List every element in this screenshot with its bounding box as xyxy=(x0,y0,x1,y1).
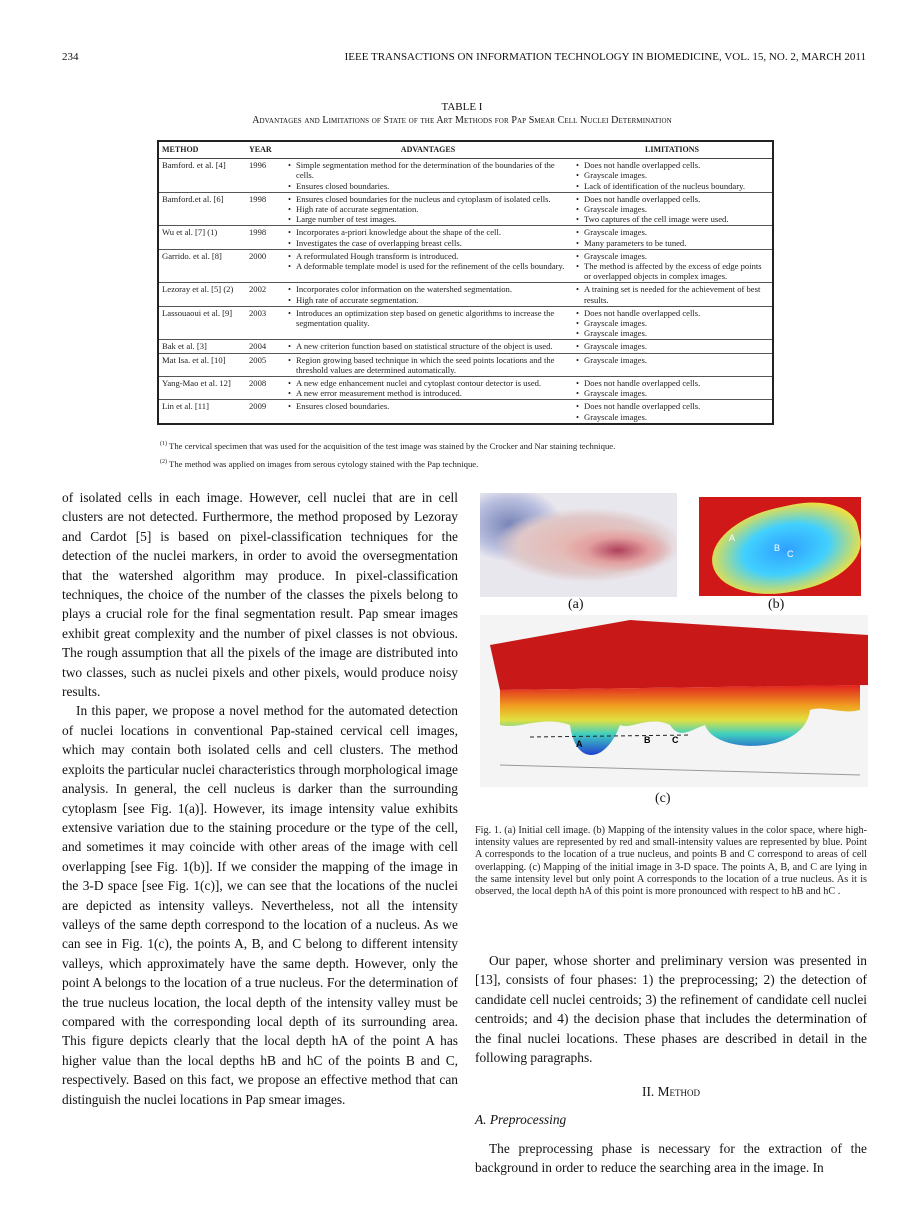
table-row xyxy=(158,283,773,306)
method-cell: Yang-Mao et al. 12] xyxy=(158,377,246,400)
column-header-limitations: LIMITATIONS xyxy=(572,141,773,159)
right-column-section-text xyxy=(475,1139,867,1178)
figure-1c-3d-surface xyxy=(480,615,868,787)
limitation-item: • Two captures of the cell image were used. xyxy=(575,214,769,224)
limitation-item: • Grayscale images. xyxy=(575,328,769,338)
section-heading: II. Method xyxy=(641,1084,700,1099)
column-header-year: YEAR xyxy=(246,141,284,159)
footnote-text: The cervical specimen that was used for the acquisition of the test image was stained by the Crocker and Nar staining technique. xyxy=(169,441,616,451)
running-head: IEEE TRANSACTIONS ON INFORMATION TECHNOLOGY IN BIOMEDICINE, VOL. 15, NO. 2, MARCH 2011 xyxy=(344,51,866,63)
advantages-cell xyxy=(284,377,572,400)
limitation-item: • Does not handle overlapped cells. xyxy=(575,308,769,318)
footnote-text: The method was applied on images from serous cytology stained with the Pap technique. xyxy=(169,459,479,469)
advantage-item: • Incorporates color information on the watershed segmentation. xyxy=(287,284,569,294)
table-header-row xyxy=(158,141,773,159)
advantage-item: • Ensures closed boundaries for the nucleus and cytoplasm of isolated cells. xyxy=(287,194,569,204)
limitation-item: • Many parameters to be tuned. xyxy=(575,238,769,248)
year-cell: 1998 xyxy=(246,192,284,226)
year-cell: 2008 xyxy=(246,377,284,400)
limitation-item: • Grayscale images. xyxy=(575,227,769,237)
column-header-advantages: ADVANTAGES xyxy=(284,141,572,159)
advantages-cell xyxy=(284,283,572,306)
method-cell: Mat Isa. et al. [10] xyxy=(158,353,246,376)
table-row xyxy=(158,249,773,283)
table-footnote-2 xyxy=(160,459,478,469)
figure-label-c: (c) xyxy=(655,791,671,806)
limitations-cell xyxy=(572,400,773,424)
table-label: TABLE I xyxy=(441,101,483,113)
figure-1b-intensity-map xyxy=(699,497,861,596)
figure-label-b: (b) xyxy=(768,597,785,612)
advantage-item: • Ensures closed boundaries. xyxy=(287,181,569,191)
footnote-mark: (1) xyxy=(160,441,167,448)
paragraph: of isolated cells in each image. However, cell nuclei that are in cell clusters are not detected. Furthermore, the method proposed by Lezoray and Cardot [5] is based on pixel-classification techniques for the detection of the nuclei markers, in order to avoid the oversegmentation that the watershed algorithm may produce. In pixel-classification techniques, the choice of the number of the classes the pixels belong to plays a crucial role for the final segmentation result. Pap smear images exhibit great complexity and the number of pixel classes is not obvious. The rough assumption that all the pixels of the image are distributed into two classes, such as nuclei pixels and other pixels, would produce noisy results. xyxy=(62,490,458,700)
point-c-label: C xyxy=(787,549,794,559)
limitations-cell xyxy=(572,306,773,340)
limitation-item: • Does not handle overlapped cells. xyxy=(575,160,769,170)
figure-1a-cell-image xyxy=(480,493,677,597)
figure-label-a: (a) xyxy=(568,597,584,612)
limitation-item: • Grayscale images. xyxy=(575,355,769,365)
advantages-cell xyxy=(284,249,572,283)
year-cell: 2005 xyxy=(246,353,284,376)
table-row xyxy=(158,159,773,193)
limitation-item: • Does not handle overlapped cells. xyxy=(575,194,769,204)
method-cell: Lin et al. [11] xyxy=(158,400,246,424)
limitations-cell xyxy=(572,192,773,226)
advantage-item: • Introduces an optimization step based on genetic algorithms to increase the segmentation quality. xyxy=(287,308,569,328)
limitation-item: • Lack of identification of the nucleus boundary. xyxy=(575,181,769,191)
year-cell: 2002 xyxy=(246,283,284,306)
point-b-label: B xyxy=(644,735,651,745)
method-cell: Wu et al. [7] (1) xyxy=(158,226,246,249)
limitation-item: • Does not handle overlapped cells. xyxy=(575,401,769,411)
point-c-label: C xyxy=(672,735,679,745)
advantage-item: • A deformable template model is used for the refinement of the cells boundary. xyxy=(287,261,569,271)
limitations-cell xyxy=(572,283,773,306)
advantage-item: • A new error measurement method is introduced. xyxy=(287,388,569,398)
advantage-item: • Large number of test images. xyxy=(287,214,569,224)
advantages-cell xyxy=(284,192,572,226)
limitations-cell xyxy=(572,159,773,193)
paragraph: In this paper, we propose a novel method for the automated detection of nuclei locations in conventional Pap-stained cervical cell images, which may contain both isolated cells and cell clusters. The method exploits the particular nuclei characteristics through morphological image analysis. In general, the cell nucleus is darker than the surrounding cytoplasm [see Fig. 1(a)]. However, its image intensity value exhibits extensive variation due to the staining procedure or the type of the cell, and sometimes it may coincide with other areas of the image with cell overlapping [see Fig. 1(b)]. If we consider the mapping of the image in the 3-D space [see Fig. 1(c)], we can see that the locations of the nuclei are depicted as intensity valleys. Nevertheless, not all the intensity valleys of the same depth correspond to the location of a nucleus. As we can see in Fig. 1(c), the points A, B, and C belong to different intensity valleys, which approximately have the same depth. However, only the point A belongs to the location of a true nucleus. For the determination of the true nucleus location, the local depth of the intensity valley must be compared with the corresponding local depth of its surrounding area. This figure depicts clearly that the local depth hA of the point A has higher value than the local depths hB and hC of the points B and C, respectively. Based on this fact, we propose an effective method that can distinguish the nuclei locations in Pap smear images. xyxy=(62,703,458,1107)
method-cell: Lassouaoui et al. [9] xyxy=(158,306,246,340)
paragraph: The preprocessing phase is necessary for the extraction of the background in order to reduce the searching area in the image. In xyxy=(475,1141,867,1176)
left-column xyxy=(62,488,458,1109)
advantage-item: • High rate of accurate segmentation. xyxy=(287,295,569,305)
limitation-item: • Grayscale images. xyxy=(575,251,769,261)
limitations-cell xyxy=(572,353,773,376)
right-column xyxy=(475,951,867,1067)
comparison-table xyxy=(157,140,774,425)
year-cell: 2003 xyxy=(246,306,284,340)
advantages-cell xyxy=(284,353,572,376)
table-row xyxy=(158,192,773,226)
point-a-label: A xyxy=(729,533,736,543)
point-b-label: B xyxy=(774,543,781,553)
table-row xyxy=(158,340,773,353)
limitation-item: • The method is affected by the excess of edge points or overlapped objects in complex images. xyxy=(575,261,769,281)
subsection-heading: A. Preprocessing xyxy=(475,1112,567,1127)
year-cell: 2009 xyxy=(246,400,284,424)
limitations-cell xyxy=(572,249,773,283)
method-cell: Bamford. et al. [4] xyxy=(158,159,246,193)
advantages-cell xyxy=(284,306,572,340)
limitations-cell xyxy=(572,340,773,353)
advantage-item: • A reformulated Hough transform is introduced. xyxy=(287,251,569,261)
limitation-item: • Grayscale images. xyxy=(575,412,769,422)
limitations-cell xyxy=(572,377,773,400)
table-row xyxy=(158,306,773,340)
footnote-mark: (2) xyxy=(160,459,167,466)
advantages-cell xyxy=(284,340,572,353)
limitation-item: • Grayscale images. xyxy=(575,170,769,180)
advantage-item: • A new edge enhancement nuclei and cytoplast contour detector is used. xyxy=(287,378,569,388)
paragraph: Our paper, whose shorter and preliminary version was presented in [13], consists of four phases: 1) the preprocessing; 2) the detection of candidate cell nuclei centroids; 3) the refinement of candidate cell nuclei centroids; and 4) the decision phase that includes the determination of the final nuclei locations. These phases are described in detail in the following paragraphs. xyxy=(475,953,867,1066)
table-row xyxy=(158,226,773,249)
table-row xyxy=(158,377,773,400)
method-cell: Garrido. et al. [8] xyxy=(158,249,246,283)
advantage-item: • Incorporates a-priori knowledge about the shape of the cell. xyxy=(287,227,569,237)
point-a-label: A xyxy=(576,739,583,749)
advantage-item: • Simple segmentation method for the determination of the boundaries of the cells. xyxy=(287,160,569,180)
advantages-cell xyxy=(284,159,572,193)
advantages-cell xyxy=(284,400,572,424)
limitation-item: • Does not handle overlapped cells. xyxy=(575,378,769,388)
limitations-cell xyxy=(572,226,773,249)
year-cell: 2000 xyxy=(246,249,284,283)
advantage-item: • Investigates the case of overlapping breast cells. xyxy=(287,238,569,248)
table-row xyxy=(158,353,773,376)
table-footnote-1 xyxy=(160,441,615,451)
limitation-item: • Grayscale images. xyxy=(575,204,769,214)
advantage-item: • A new criterion function based on statistical structure of the object is used. xyxy=(287,341,569,351)
method-cell: Lezoray et al. [5] (2) xyxy=(158,283,246,306)
year-cell: 1998 xyxy=(246,226,284,249)
figure-caption: Fig. 1. (a) Initial cell image. (b) Mapping of the intensity values in the color space, where high-intensity values are represented by red and small-intensity values are represented by blue. Point A corresponds to the location of a true nucleus, and points B and C correspond to areas of cell overlapping. (c) Mapping of the initial image in 3-D space. The points A, B, and C are lying in the same intensity level but only point A corresponds to the location of a true nucleus. As it is observed, the local depth hA of this point is more pronounced with respect to hB and hC . xyxy=(475,825,867,898)
advantage-item: • High rate of accurate segmentation. xyxy=(287,204,569,214)
limitation-item: • Grayscale images. xyxy=(575,388,769,398)
table-row xyxy=(158,400,773,424)
column-header-method: METHOD xyxy=(158,141,246,159)
method-cell: Bamford.et al. [6] xyxy=(158,192,246,226)
table-title: Advantages and Limitations of State of the Art Methods for Pap Smear Cell Nuclei Determination xyxy=(252,115,672,126)
year-cell: 2004 xyxy=(246,340,284,353)
limitation-item: • Grayscale images. xyxy=(575,341,769,351)
limitation-item: • A training set is needed for the achievement of best results. xyxy=(575,284,769,304)
method-cell: Bak et al. [3] xyxy=(158,340,246,353)
page-number: 234 xyxy=(62,51,79,63)
limitation-item: • Grayscale images. xyxy=(575,318,769,328)
year-cell: 1996 xyxy=(246,159,284,193)
advantages-cell xyxy=(284,226,572,249)
advantage-item: • Ensures closed boundaries. xyxy=(287,401,569,411)
advantage-item: • Region growing based technique in which the seed points locations and the threshold values are determined automatically. xyxy=(287,355,569,375)
